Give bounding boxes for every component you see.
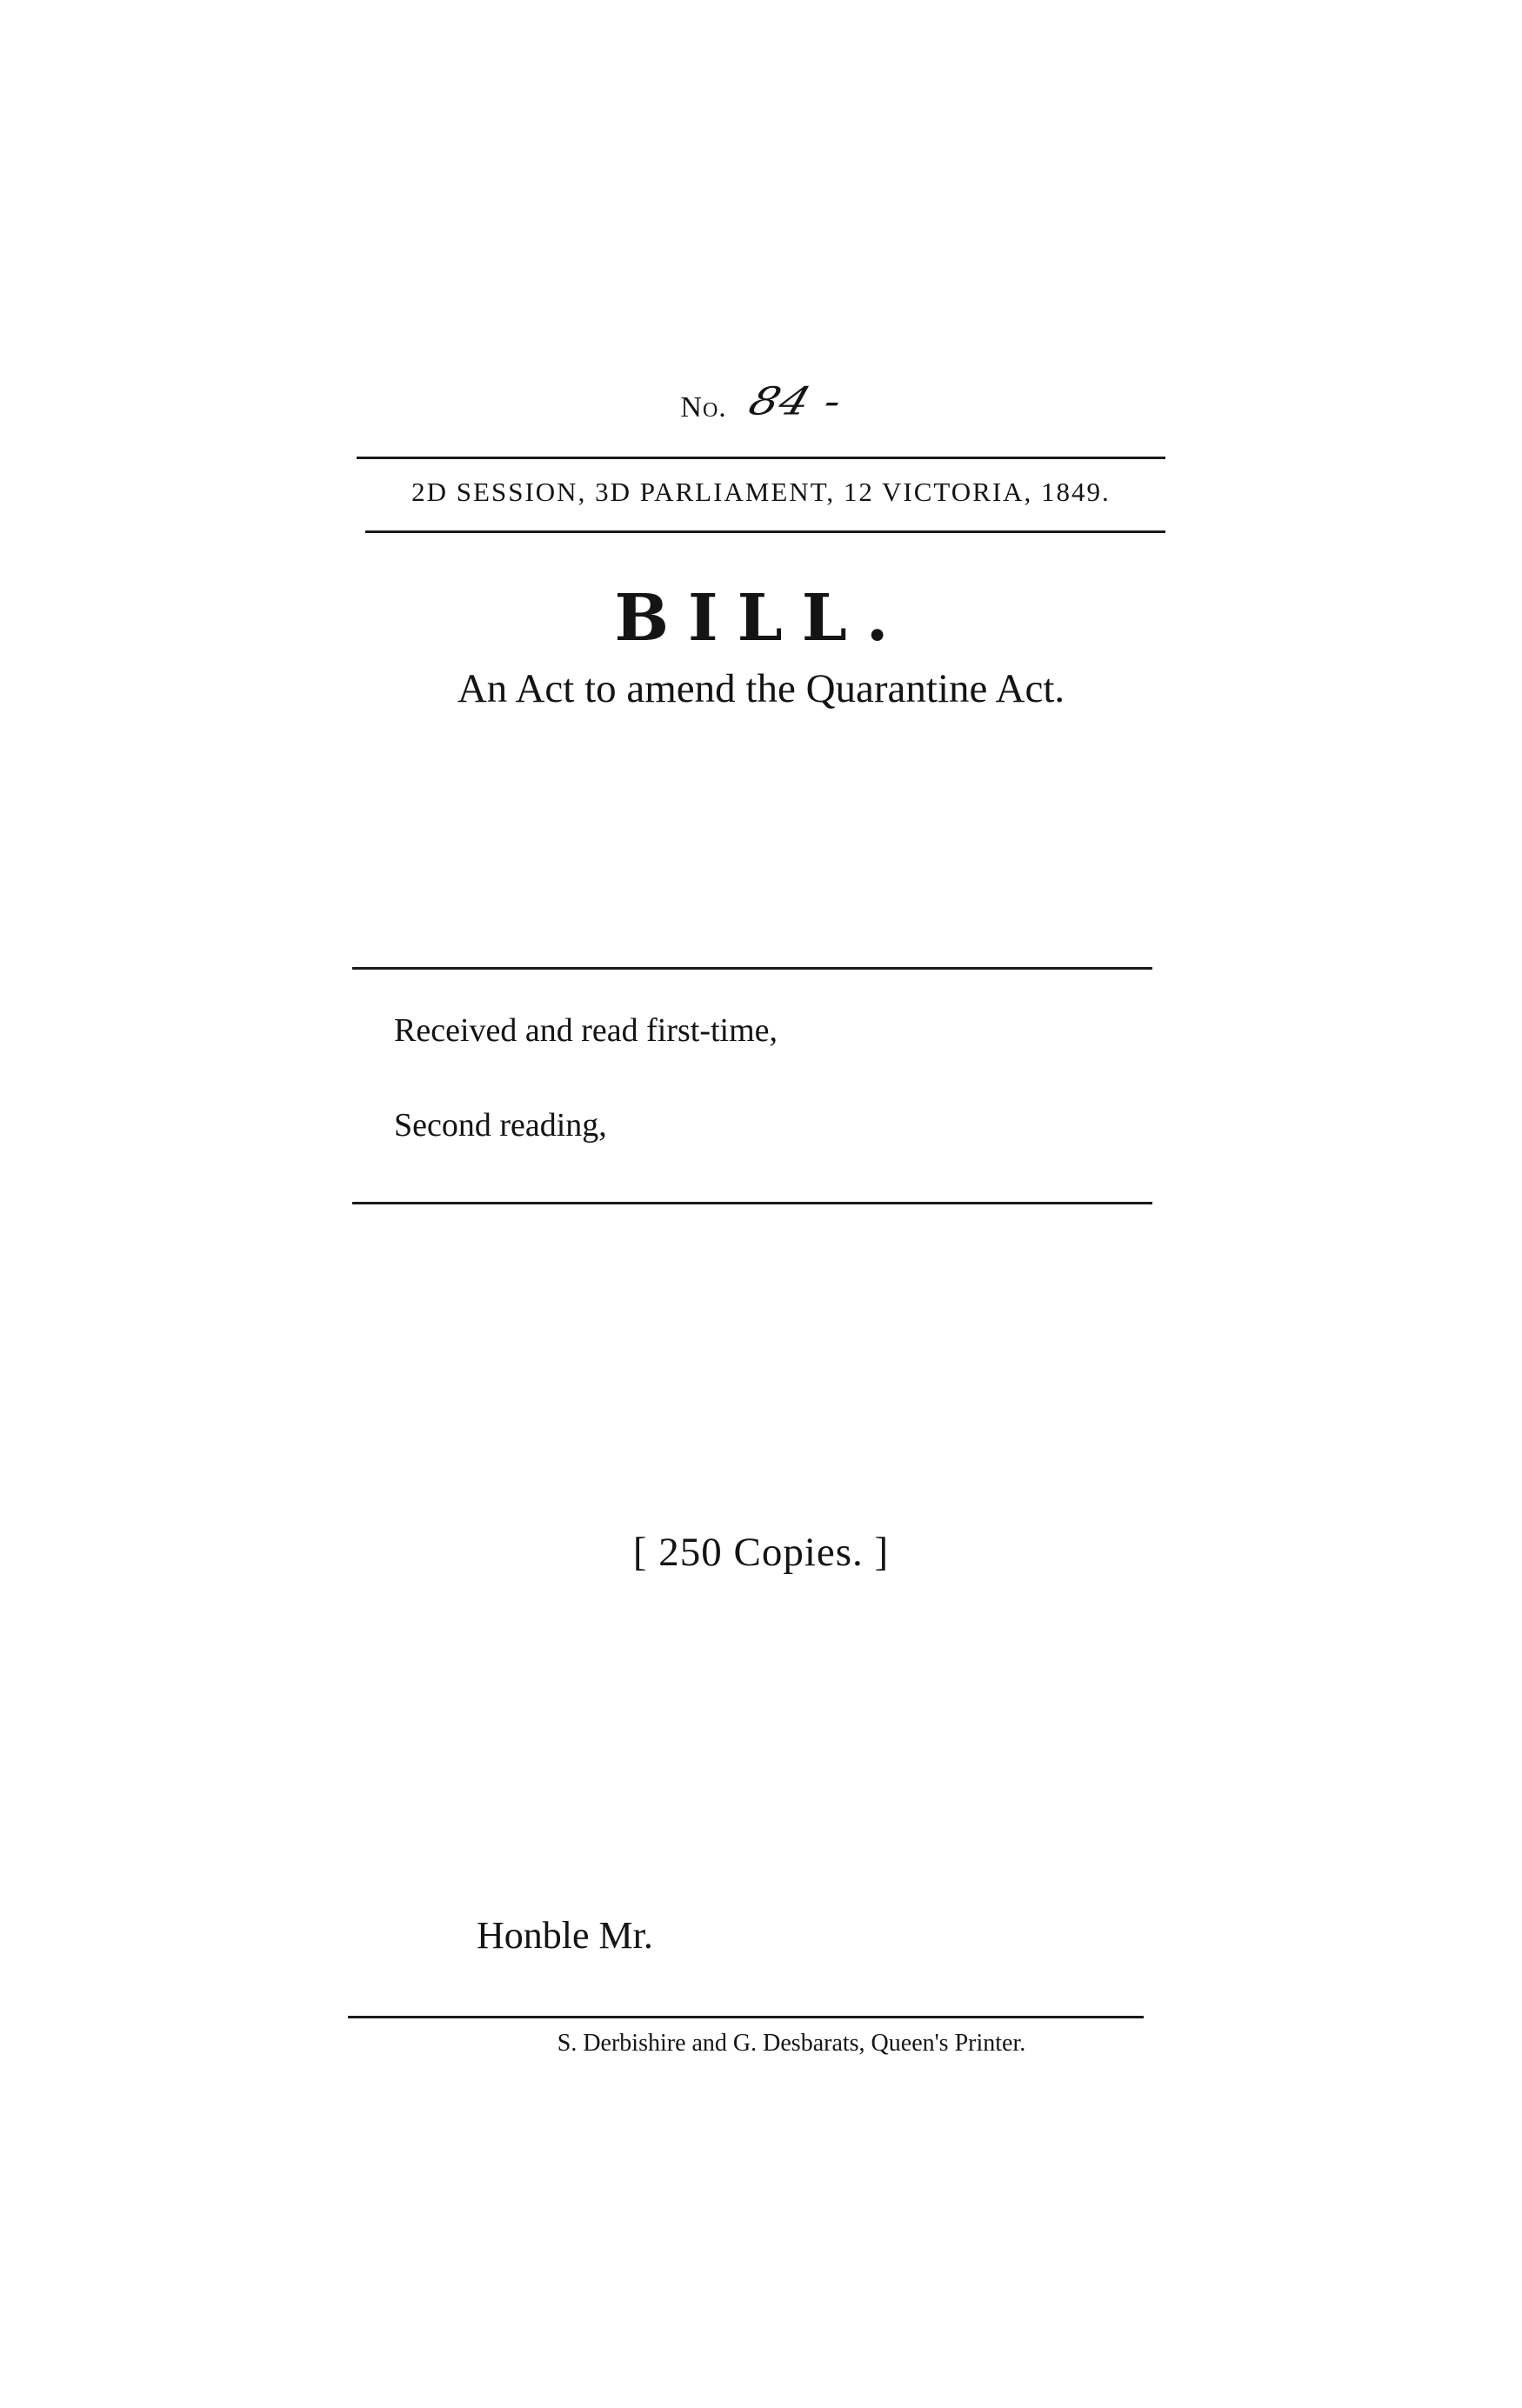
printer-line: S. Derbishire and G. Desbarats, Queen's Printer. — [557, 2030, 1026, 2057]
received-line: Received and read first-time, — [394, 1012, 778, 1049]
bill-heading: BILL. — [614, 581, 908, 656]
session-line: 2D SESSION, 3D PARLIAMENT, 12 VICTORIA, 1849. — [411, 477, 1111, 507]
bill-subtitle: An Act to amend the Quarantine Act. — [457, 666, 1065, 711]
number-label: No. — [680, 391, 727, 424]
rule-middle-2 — [352, 1202, 1152, 1204]
rule-top-2 — [365, 530, 1165, 533]
rule-bottom — [348, 2016, 1144, 2018]
rule-middle-1 — [352, 967, 1152, 970]
copies-count: [ 250 Copies. ] — [632, 1530, 890, 1575]
handwritten-number: 84 - — [744, 379, 849, 424]
second-reading-line: Second reading, — [394, 1107, 607, 1144]
bill-number — [0, 376, 1522, 428]
honble-line: Honble Mr. — [477, 1914, 653, 1957]
rule-top-1 — [357, 457, 1165, 459]
